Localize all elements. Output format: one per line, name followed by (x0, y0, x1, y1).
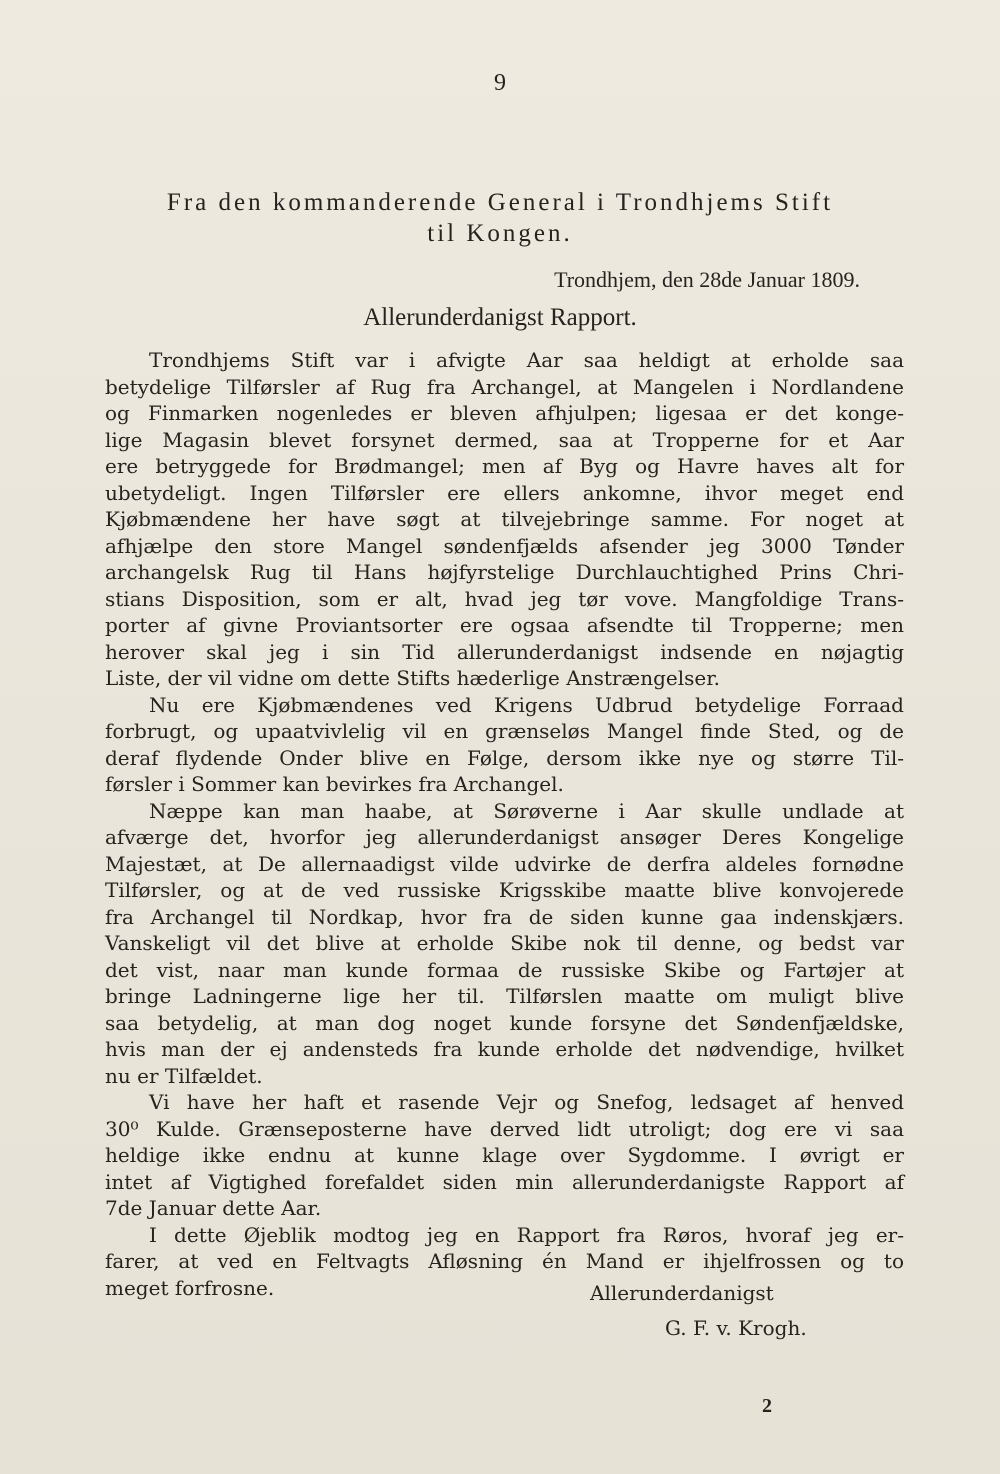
body-line: Vi have her haft et rasende Vejr og Snefog, ledsaget af henved (149, 1090, 904, 1114)
body-line: ere betryggede for Brødmangel; men af Byg og Havre haves alt for (105, 454, 904, 478)
closing-salutation: Allerunderdanigst (590, 1281, 774, 1305)
body-line: Nu ere Kjøbmændenes ved Krigens Udbrud betydelige Forraad (149, 692, 904, 717)
body-line: intet af Vigtighed forefaldet siden min allerunderdanigste Rapport af (105, 1169, 904, 1194)
letter-body (105, 347, 904, 1301)
letter-heading-line-1: Fra den kommanderende General i Trondhjems Stift (166, 189, 834, 216)
body-line: deraf flydende Onder blive en Følge, dersom ikke nye og større Til- (105, 745, 904, 770)
body-line: Næppe kan man haabe, at Sørøverne i Aar skulle undlade at (149, 798, 904, 823)
body-line: Vanskeligt vil det blive at erholde Skibe nok til denne, og bedst var (105, 931, 904, 955)
body-line: lige Magasin blevet forsynet dermed, saa at Tropperne for et Aar (105, 427, 904, 452)
body-line: Kjøbmændene her have søgt at tilvejebringe samme. For noget at (105, 507, 904, 531)
body-line: meget forfrosne. (105, 1275, 275, 1300)
body-line: Tilførsler, og at de ved russiske Krigsskibe maatte blive konvojerede (105, 878, 904, 902)
body-line: nu er Tilfældet. (105, 1063, 263, 1088)
body-line: og Finmarken nogenledes er bleven afhjulpen; ligesaa er det konge- (105, 401, 904, 425)
body-line: saa betydelig, at man dog noget kunde forsyne det Søndenfjældske, (105, 1010, 904, 1035)
body-line: Trondhjems Stift var i afvigte Aar saa heldigt at erholde saa (149, 348, 904, 372)
place-date: Trondhjem, den 28de Januar 1809. (554, 267, 860, 292)
body-line: 30⁰ Kulde. Grænseposterne have derved lidt utroligt; dog ere vi saa (105, 1116, 904, 1141)
body-line: afværge det, hvorfor jeg allerunderdanigst ansøger Deres Kongelige (105, 825, 904, 849)
report-title: Allerunderdanigst Rapport. (363, 304, 637, 331)
sheet-number: 2 (762, 1395, 772, 1417)
body-line: afhjælpe den store Mangel søndenfjælds afsender jeg 3000 Tønder (105, 533, 904, 558)
body-line: heldige ikke endnu at kunne klage over Sygdomme. I øvrigt er (105, 1143, 904, 1167)
body-line: porter af givne Proviantsorter ere ogsaa afsendte til Tropperne; men (105, 613, 904, 637)
body-line: betydelige Tilførsler af Rug fra Archangel, at Mangelen i Nordlandene (105, 374, 904, 399)
body-line: 7de Januar dette Aar. (105, 1196, 322, 1220)
body-line: ubetydeligt. Ingen Tilførsler ere ellers ankomne, ihvor meget end (105, 480, 904, 505)
body-line: Majestæt, at De allernaadigst vilde udvirke de derfra aldeles fornødne (105, 851, 904, 876)
page-number: 9 (494, 70, 506, 96)
body-line: I dette Øjeblik modtog jeg en Rapport fra Røros, hvoraf jeg er- (149, 1222, 904, 1247)
body-line: forbrugt, og upaatvivlelig vil en grænseløs Mangel finde Sted, og de (105, 719, 904, 743)
body-line: fra Archangel til Nordkap, hvor fra de siden kunne gaa indenskjærs. (105, 904, 904, 929)
body-line: archangelsk Rug til Hans højfyrstelige Durchlauchtighed Prins Chri- (105, 560, 904, 584)
body-line: herover skal jeg i sin Tid allerunderdanigst indsende en nøjagtig (105, 639, 904, 664)
body-line: bringe Ladningerne lige her til. Tilførslen maatte om muligt blive (105, 984, 904, 1008)
body-line: stians Disposition, som er alt, hvad jeg tør vove. Mangfoldige Trans- (105, 586, 904, 611)
body-line: det vist, naar man kunde formaa de russiske Skibe og Fartøjer at (105, 957, 904, 982)
body-line: hvis man der ej andensteds fra kunde erholde det nødvendige, hvilket (105, 1037, 904, 1061)
body-line: førsler i Sommer kan bevirkes fra Archangel. (105, 772, 564, 796)
signature: G. F. v. Krogh. (665, 1316, 807, 1340)
letter-heading-line-2: til Kongen. (427, 220, 573, 247)
body-line: farer, at ved en Feltvagts Afløsning én Mand er ihjelfrossen og to (105, 1249, 904, 1273)
body-line: Liste, der vil vidne om dette Stifts hæderlige Anstrængelser. (105, 666, 720, 690)
